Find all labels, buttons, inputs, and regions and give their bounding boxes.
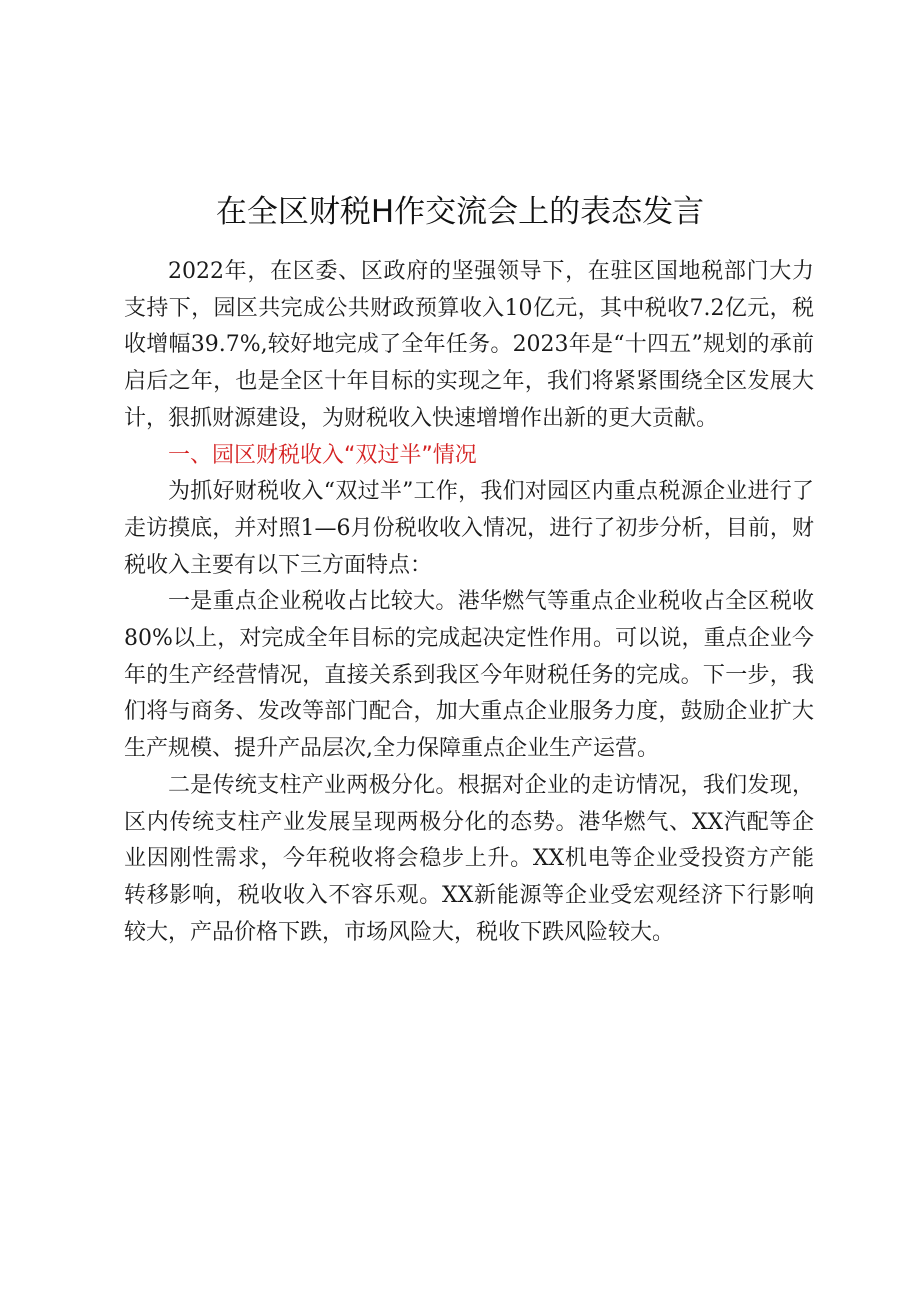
- document-title: 在全区财税H作交流会上的表态发言: [215, 194, 705, 230]
- paragraph-point-1: 一是重点企业税收占比较大。港华燃气等重点企业税收占全区税收80%以上，对完成全年目标的完成起决定性作用。可以说，重点企业今年的生产经营情况，直接关系到我区今年财税任务的完成。下一步，我们将与商务、发改等部门配合，加大重点企业服务力度，鼓励企业扩大生产规模、提升产品层次,全力保障重点企业生产运营。: [124, 589, 814, 762]
- document-body: [124, 254, 814, 951]
- paragraph-overview: 为抓好财税收入“双过半”工作，我们对园区内重点税源企业进行了走访摸底，并对照1—6月份税收收入情况，进行了初步分析，目前，财税收入主要有以下三方面特点：: [124, 479, 814, 578]
- paragraph-point-2: 二是传统支柱产业两极分化。根据对企业的走访情况，我们发现，区内传统支柱产业发展呈现两极分化的态势。港华燃气、XX汽配等企业因刚性需求，今年税收将会稳步上升。XX机电等企业受投资方产能转移影响，税收收入不容乐观。XX新能源等企业受宏观经济下行影响较大，产品价格下跌，市场风险大，税收下跌风险较大。: [124, 772, 814, 945]
- section-heading-1: 一、园区财税收入“双过半”情况: [168, 442, 477, 468]
- paragraph-intro: 2022年，在区委、区政府的坚强领导下，在驻区国地税部门大力支持下，园区共完成公共财政预算收入10亿元，其中税收7.2亿元，税收增幅39.7%,较好地完成了全年任务。2023年是“十四五”规划的承前启后之年，也是全区十年目标的实现之年，我们将紧紧围绕全区发展大计，狠抓财源建设，为财税收入快速增增作出新的更大贡献。: [124, 259, 814, 431]
